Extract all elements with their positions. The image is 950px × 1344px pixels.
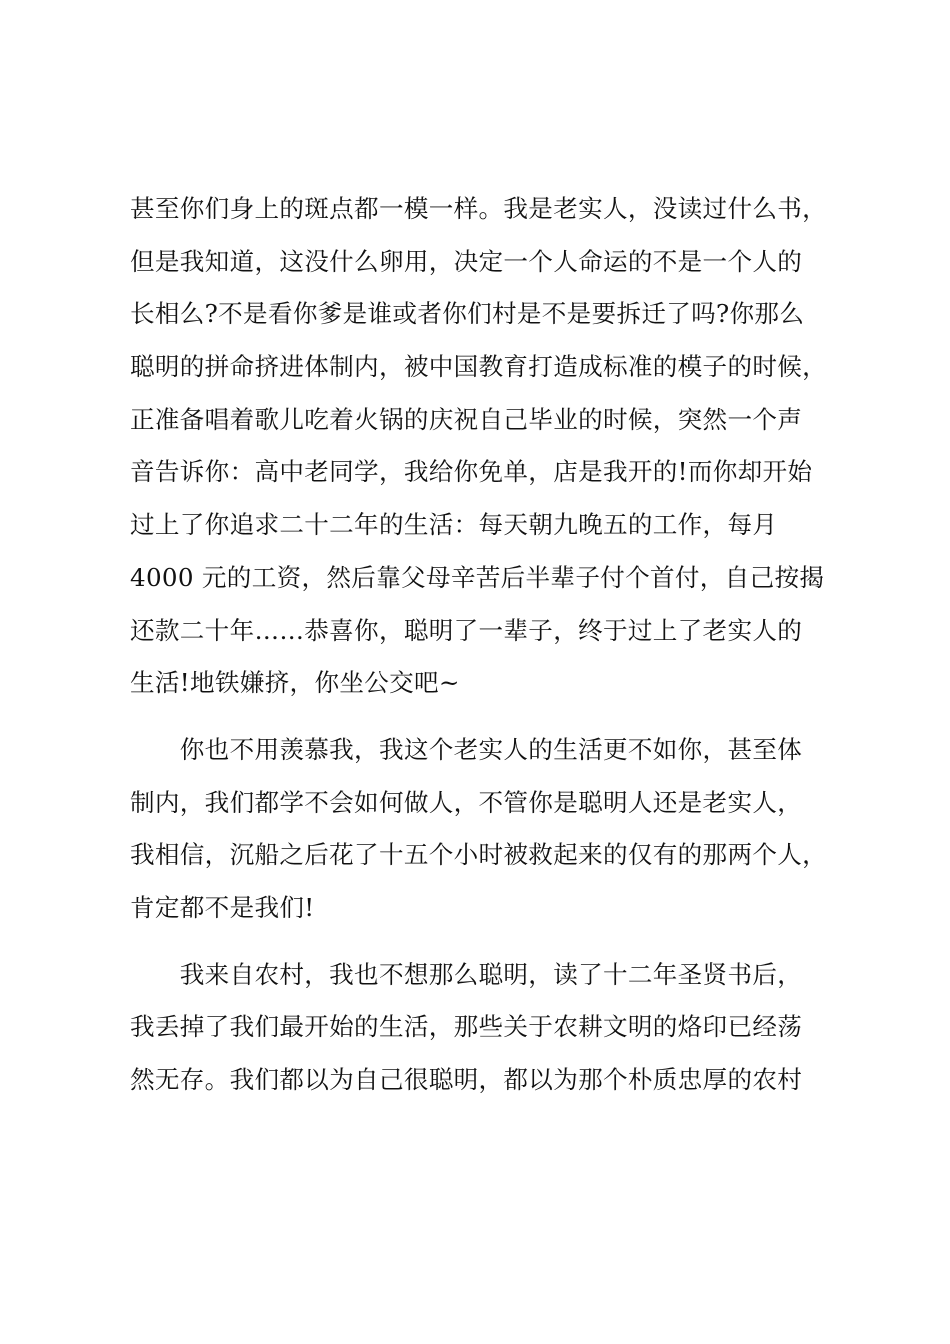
paragraph-spacer (130, 710, 850, 724)
paragraph-spacer (130, 935, 850, 949)
text-line: 4000 元的工资，然后靠父母辛苦后半辈子付个首付，自己按揭 (130, 562, 825, 592)
text-line: 过上了你追求二十二年的生活：每天朝九晚五的工作，每月 (130, 510, 778, 540)
text-line: 甚至你们身上的斑点都一模一样。我是老实人，没读过什么书， (130, 194, 828, 223)
text-line: 我来自农村，我也不想那么聪明，读了十二年圣贤书后， (130, 959, 803, 989)
text-line: 音告诉你：高中老同学，我给你免单，店是我开的!而你却开始 (130, 457, 813, 487)
paragraph-3 (130, 949, 850, 1107)
text-line: 然无存。我们都以为自己很聪明，都以为那个朴质忠厚的农村 (130, 1065, 803, 1094)
text-line: 还款二十年……恭喜你，聪明了一辈子，终于过上了老实人的 (130, 615, 803, 645)
text-line: 生活!地铁嫌挤，你坐公交吧~ (130, 668, 460, 698)
text-line: 聪明的拼命挤进体制内，被中国教育打造成标准的模子的时候， (130, 352, 828, 382)
text-line: 我相信，沉船之后花了十五个小时被救起来的仅有的那两个人， (130, 840, 828, 870)
text-line: 但是我知道，这没什么卵用，决定一个人命运的不是一个人的 (130, 246, 803, 276)
text-line: 正准备唱着歌儿吃着火锅的庆祝自己毕业的时候，突然一个声 (130, 404, 803, 434)
text-line: 我丢掉了我们最开始的生活，那些关于农耕文明的烙印已经荡 (130, 1012, 803, 1042)
text-line: 制内，我们都学不会如何做人，不管你是聪明人还是老实人， (130, 787, 803, 817)
paragraph-1 (130, 183, 850, 710)
text-line: 肯定都不是我们! (130, 892, 315, 922)
text-line: 长相么?不是看你爹是谁或者你们村是不是要拆迁了吗?你那么 (130, 299, 805, 329)
text-line: 你也不用羡慕我，我这个老实人的生活更不如你，甚至体 (130, 734, 803, 764)
paragraph-2 (130, 724, 850, 935)
document-body (130, 183, 850, 1107)
